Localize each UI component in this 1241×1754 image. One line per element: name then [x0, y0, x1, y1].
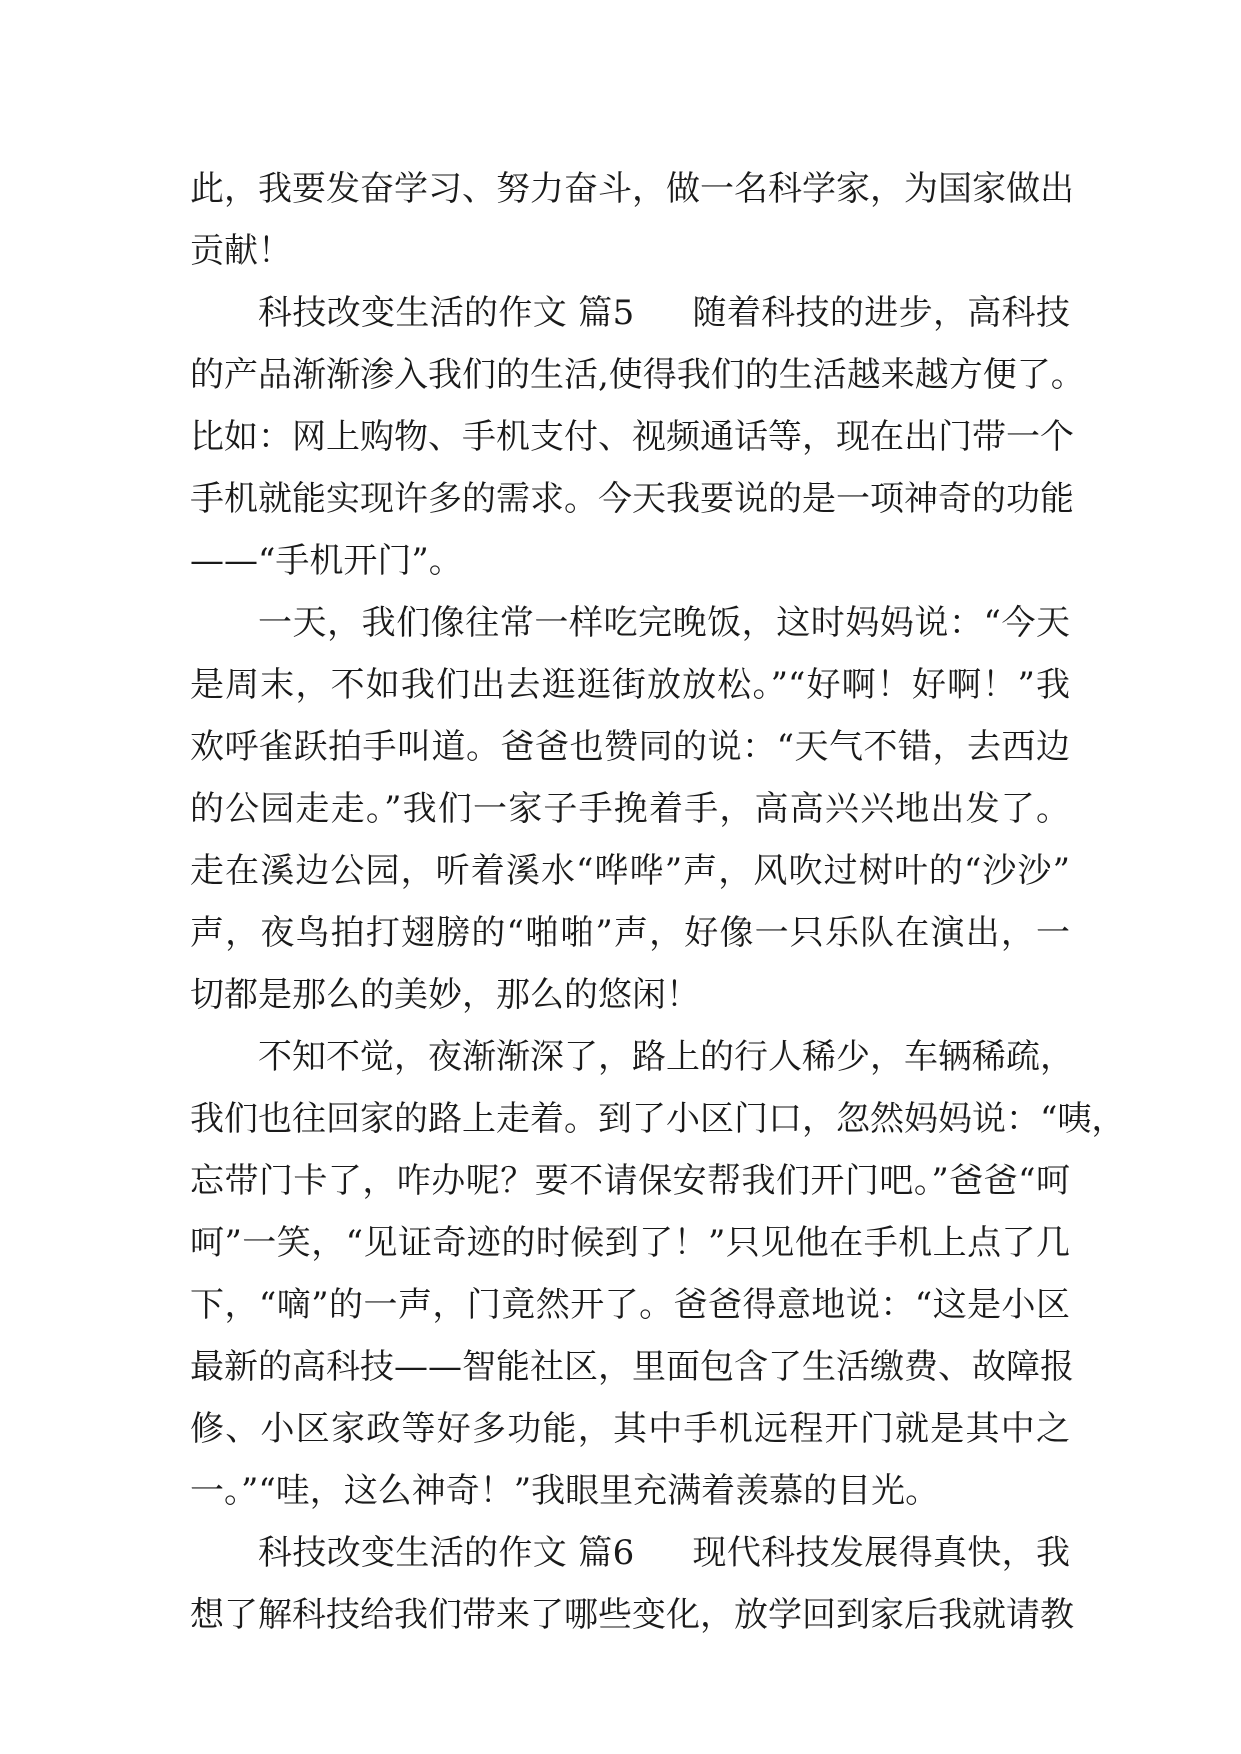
text-line: 最新的高科技——智能社区，里面包含了生活缴费、故障报 — [190, 1347, 1074, 1387]
text-line: 呵”一笑，“见证奇迹的时候到了！”只见他在手机上点了几 — [190, 1223, 1070, 1263]
section-6-opening: 现代科技发展得真快，我 — [692, 1533, 1070, 1573]
text-line: 走在溪边公园，听着溪水“哗哗”声，风吹过树叶的“沙沙” — [190, 851, 1070, 891]
paragraph-first-line: 不知不觉，夜渐渐深了，路上的行人稀少，车辆稀疏， — [258, 1037, 1074, 1077]
text-line: 的产品渐渐渗入我们的生活,使得我们的生活越来越方便了。 — [190, 355, 1085, 395]
text-line: 忘带门卡了，咋办呢？要不请保安帮我们开门吧。”爸爸“呵 — [190, 1161, 1070, 1201]
text-line: 声，夜鸟拍打翅膀的“啪啪”声，好像一只乐队在演出，一 — [190, 913, 1070, 953]
text-line: 下，“嘀”的一声，门竟然开了。爸爸得意地说：“这是小区 — [190, 1285, 1070, 1325]
section-5-first-line — [190, 282, 1070, 344]
text-line: 的公园走走。”我们一家子手挽着手，高高兴兴地出发了。 — [190, 789, 1070, 829]
section-5-opening: 随着科技的进步，高科技 — [692, 293, 1070, 333]
text-line: 此，我要发奋学习、努力奋斗，做一名科学家，为国家做出 — [190, 169, 1074, 209]
section-5-heading: 科技改变生活的作文 篇5 — [258, 293, 635, 333]
text-line: 切都是那么的美妙，那么的悠闲！ — [190, 975, 700, 1015]
text-line: 我们也往回家的路上走着。到了小区门口，忽然妈妈说：“咦， — [190, 1099, 1126, 1139]
text-line: 是周末，不如我们出去逛逛街放放松。”“好啊！好啊！”我 — [190, 665, 1070, 705]
section-6-first-line — [190, 1522, 1070, 1584]
text-line: 想了解科技给我们带来了哪些变化，放学回到家后我就请教 — [190, 1595, 1074, 1635]
text-line: 手机就能实现许多的需求。今天我要说的是一项神奇的功能 — [190, 479, 1074, 519]
text-line: ——“手机开门”。 — [190, 541, 463, 581]
text-line: 贡献！ — [190, 231, 292, 271]
section-6-heading: 科技改变生活的作文 篇6 — [258, 1533, 635, 1573]
essay-text — [190, 158, 1126, 1646]
text-line: 一。”“哇，这么神奇！”我眼里充满着羡慕的目光。 — [190, 1471, 940, 1511]
text-line: 修、小区家政等好多功能，其中手机远程开门就是其中之 — [190, 1409, 1070, 1449]
text-line: 欢呼雀跃拍手叫道。爸爸也赞同的说：“天气不错，去西边 — [190, 727, 1070, 767]
text-line: 比如：网上购物、手机支付、视频通话等，现在出门带一个 — [190, 417, 1074, 457]
paragraph-first-line: 一天，我们像往常一样吃完晚饭，这时妈妈说：“今天 — [258, 603, 1070, 643]
